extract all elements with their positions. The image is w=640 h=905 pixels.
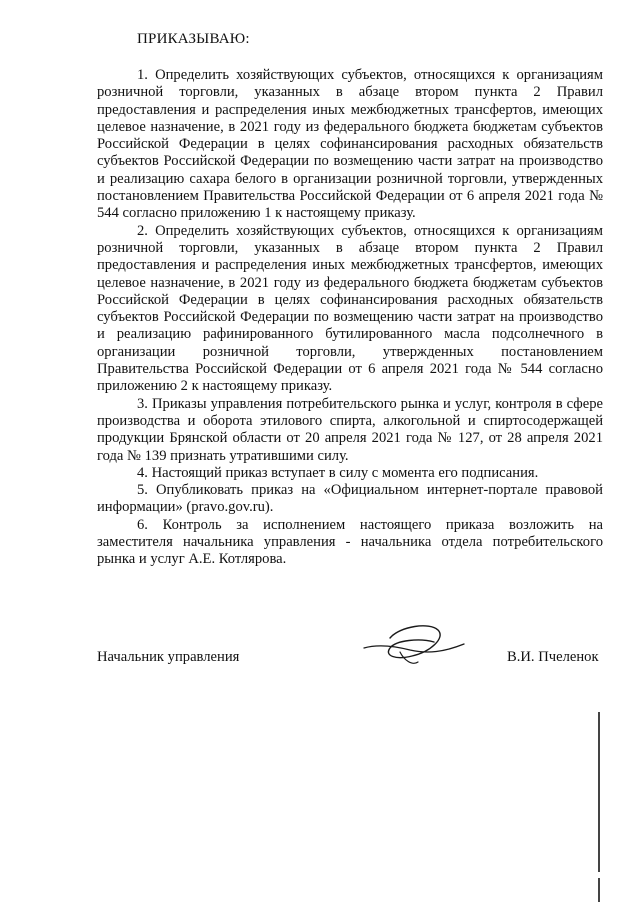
order-body: [97, 67, 603, 569]
scan-edge-line: [598, 878, 600, 902]
order-item-3: 3. Приказы управления потребительского рынка и услуг, контроля в сфере производства и оборота этилового спирта, алкогольной и спиртосодержащей продукции Брянской области от 20 апреля 2021 года № 127, от 28 апреля 2021 года № 139 признать утратившими силу.: [97, 395, 603, 464]
order-item-6: 6. Контроль за исполнением настоящего приказа возложить на заместителя начальника управления - начальника отдела потребительского рынка и услуг А.Е. Котлярова.: [97, 516, 603, 568]
order-item-1: 1. Определить хозяйствующих субъектов, относящихся к организациям розничной торговли, указанных в абзаце втором пункта 2 Правил предоставления и распределения иных межбюджетных трансфертов, имеющих целевое назначение, в 2021 году из федерального бюджета бюджетам субъектов Российской Федерации в целях софинансирования расходных обязательств субъектов Российской Федерации по возмещению части затрат на производство и реализацию сахара белого в организации розничной торговли, утвержденных постановлением Правительства Российской Федерации от 6 апреля 2021 года № 544 согласно приложению 1 к настоящему приказу.: [97, 67, 603, 222]
order-item-4: 4. Настоящий приказ вступает в силу с момента его подписания.: [137, 464, 539, 481]
order-item-2: 2. Определить хозяйствующих субъектов, относящихся к организациям розничной торговли, указанных в абзаце втором пункта 2 Правил предоставления и распределения иных межбюджетных трансфертов, имеющих целевое назначение, в 2021 году из федерального бюджета бюджетам субъектов Российской Федерации в целях софинансирования расходных обязательств субъектов Российской Федерации по возмещению части затрат на производство и реализацию рафинированного бутилированного масла подсолнечного в организации розничной торговли, утвержденных постановлением Правительства Российской Федерации от 6 апреля 2021 года № 544 согласно приложению 2 к настоящему приказу.: [97, 222, 603, 395]
order-heading: ПРИКАЗЫВАЮ:: [137, 31, 250, 47]
handwritten-signature-icon: [360, 618, 470, 670]
signatory-name: В.И. Пчеленок: [507, 649, 599, 665]
scan-edge-line: [598, 712, 600, 872]
order-item-5: 5. Опубликовать приказ на «Официальном интернет-портале правовой информации» (pravo.gov.ru).: [97, 482, 603, 516]
signatory-title: Начальник управления: [97, 649, 240, 665]
